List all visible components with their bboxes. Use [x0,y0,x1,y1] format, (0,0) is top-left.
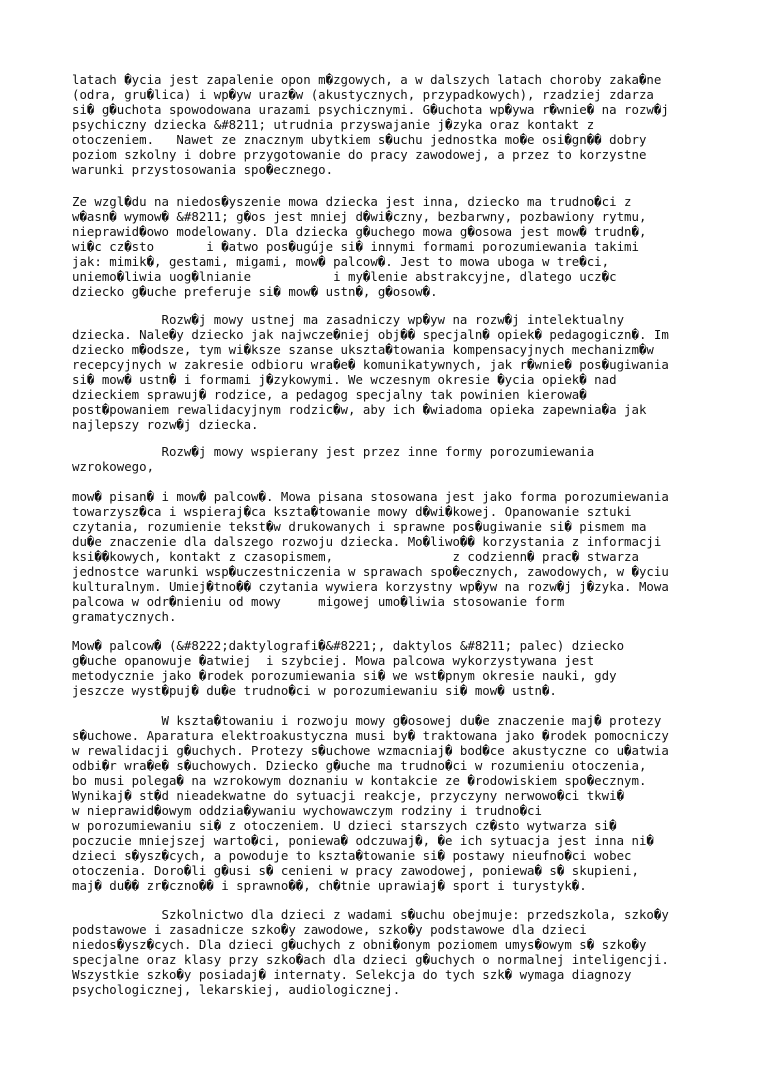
text-line: jak: mimik�, gestami, migami, mow� palcow�. Jest to mowa uboga w tre�ci, [72,254,610,269]
text-line: czytania, rozumienie tekst�w drukowanych i sprawne pos�ugiwanie si� pismem ma [72,519,647,534]
text-line: g�uche opanowuje �atwiej i szybciej. Mowa palcowa wykorzystywana jest [72,653,595,668]
text-line: gramatycznych. [72,609,177,624]
paragraph-8 [72,907,722,997]
paragraph-1 [72,72,722,177]
text-line: si� mow� ustn� i formami j�zykowymi. We wczesnym okresie �ycia opiek� nad [72,372,617,387]
text-line: latach �ycia jest zapalenie opon m�zgowych, a w dalszych latach choroby zaka�ne [72,72,662,87]
text-line: jednostce warunki wsp�uczestniczenia w sprawach spo�ecznych, zawodowych, w �yciu [72,564,669,579]
text-line: bo musi polega� na wzrokowym doznaniu w kontakcie ze �rodowiskiem spo�ecznym. [72,773,647,788]
text-line: post�powaniem rewalidacyjnym rodzic�w, aby ich �wiadoma opieka zapewnia�a jak [72,402,647,417]
text-line: wi�c cz�sto i �atwo pos�ugúje si� innymi formami porozumiewania takimi [72,239,639,254]
text-line: du�e znaczenie dla dalszego rozwoju dziecka. Mo�liwo�� korzystania z informacji [72,534,662,549]
text-line: Wszystkie szko�y posiadaj� internaty. Selekcja do tych szk� wymaga diagnozy [72,967,632,982]
text-line: kulturalnym. Umiej�tno�� czytania wywiera korzystny wp�yw na rozw�j j�zyka. Mowa [72,579,669,594]
paragraph-5 [72,489,722,624]
text-line: odbi�r wra�e� s�uchowych. Dziecko g�uche ma trudno�ci w rozumieniu otoczenia, [72,758,647,773]
text-line: (odra, gru�lica) i wp�yw uraz�w (akustycznych, przypadkowych), rzadziej zdarza [72,87,654,102]
paragraph-6 [72,638,722,698]
text-line: wzrokowego, [72,459,155,474]
text-line: nieprawid�owo modelowany. Dla dziecka g�uchego mowa g�osowa jest mow� trudn�, [72,224,647,239]
text-line: psychiczny dziecka &#8211; utrudnia przyswajanie j�zyka oraz kontakt z [72,117,595,132]
text-line: dziecka. Nale�y dziecko jak najwcze�niej obj�� specjaln� opiek� pedagogiczn�. Im [72,327,669,342]
text-line: otoczeniem. Nawet ze znacznym ubytkiem s�uchu jednostka mo�e osi�gn�� dobry [72,132,647,147]
text-line: specjalne oraz klasy przy szko�ach dla dzieci g�uchych o normalnej inteligencji. [72,952,669,967]
text-line: w porozumiewaniu si� z otoczeniem. U dzieci starszych cz�sto wytwarza si� [72,818,617,833]
text-line: dzieckiem sprawuj� rodzice, a pedagog specjalny tak powinien kierowa� [72,387,587,402]
paragraph-3 [72,312,722,432]
text-line: towarzysz�ca i wspieraj�ca kszta�towanie mowy d�wi�kowej. Opanowanie sztuki [72,504,632,519]
text-line: recepcyjnych w zakresie odbioru wra�e� komunikatywnych, jak r�wnie� pos�ugiwania [72,357,669,372]
text-line: palcowa w odr�nieniu od mowy migowej umo�liwia stosowanie form [72,594,565,609]
text-line: uniemo�liwia uog�lnianie i my�lenie abstrakcyjne, dlatego ucz�c [72,269,617,284]
text-line: Ze wzgl�du na niedos�yszenie mowa dziecka jest inna, dziecko ma trudno�ci z [72,194,632,209]
text-line: Wynikaj� st�d nieadekwatne do sytuacji reakcje, przyczyny nerwowo�ci tkwi� [72,788,625,803]
text-line: Rozw�j mowy wspierany jest przez inne formy porozumiewania [72,444,595,459]
text-line: najlepszy rozw�j dziecka. [72,417,259,432]
text-line: dziecko g�uche preferuje si� mow� ustn�, g�osow�. [72,284,438,299]
text-line: maj� du�� zr�czno�� i sprawno��, ch�tnie uprawiaj� sport i turystyk�. [72,878,587,893]
text-line: Rozw�j mowy ustnej ma zasadniczy wp�yw na rozw�j intelektualny [72,312,625,327]
paragraph-7 [72,713,722,893]
text-line: otoczenia. Doro�li g�usi s� cenieni w pracy zawodowej, poniewa� s� skupieni, [72,863,639,878]
text-line: w rewalidacji g�uchych. Protezy s�uchowe wzmacniaj� bod�ce akustyczne co u�atwia [72,743,669,758]
text-line: metodycznie jako �rodek porozumiewania si� we wst�pnym okresie nauki, gdy [72,668,617,683]
text-line: niedos�ysz�cych. Dla dzieci g�uchych z obni�onym poziomem umys�owym s� szko�y [72,937,647,952]
text-line: mow� pisan� i mow� palcow�. Mowa pisana stosowana jest jako forma porozumiewania [72,489,669,504]
text-line: si� g�uchota spowodowana urazami psychicznymi. G�uchota wp�ywa r�wnie� na rozw�j [72,102,669,117]
paragraph-2 [72,194,722,299]
text-line: w nieprawid�owym oddzia�ywaniu wychowawczym rodziny i trudno�ci [72,803,542,818]
text-line: poczucie mniejszej warto�ci, poniewa� odczuwaj�, �e ich sytuacja jest inna ni� [72,833,654,848]
text-line: Szkolnictwo dla dzieci z wadami s�uchu obejmuje: przedszkola, szko�y [72,907,669,922]
text-line: s�uchowe. Aparatura elektroakustyczna musi by� traktowana jako �rodek pomocniczy [72,728,669,743]
text-line: ksi��kowych, kontakt z czasopismem, z codzienn� prac� stwarza [72,549,639,564]
text-line: dzieci s�ysz�cych, a powoduje to kszta�towanie si� postawy nieufno�ci wobec [72,848,632,863]
text-line: poziom szkolny i dobre przygotowanie do pracy zawodowej, a przez to korzystne [72,147,647,162]
text-line: Mow� palcow� (&#8222;daktylografi�&#8221;, daktylos &#8211; palec) dziecko [72,638,625,653]
text-line: warunki przystosowania spo�ecznego. [72,162,334,177]
text-line: jeszcze wyst�puj� du�e trudno�ci w porozumiewaniu si� mow� ustn�. [72,683,557,698]
text-line: podstawowe i zasadnicze szko�y zawodowe, szko�y podstawowe dla dzieci [72,922,587,937]
text-line: dziecko m�odsze, tym wi�ksze szanse ukszta�towania kompensacyjnych mechanizm�w [72,342,654,357]
paragraph-4 [72,444,722,474]
text-line: psychologicznej, lekarskiej, audiologicznej. [72,982,401,997]
text-line: W kszta�towaniu i rozwoju mowy g�osowej du�e znaczenie maj� protezy [72,713,662,728]
text-line: w�asn� wymow� &#8211; g�os jest mniej d�wi�czny, bezbarwny, pozbawiony rytmu, [72,209,647,224]
